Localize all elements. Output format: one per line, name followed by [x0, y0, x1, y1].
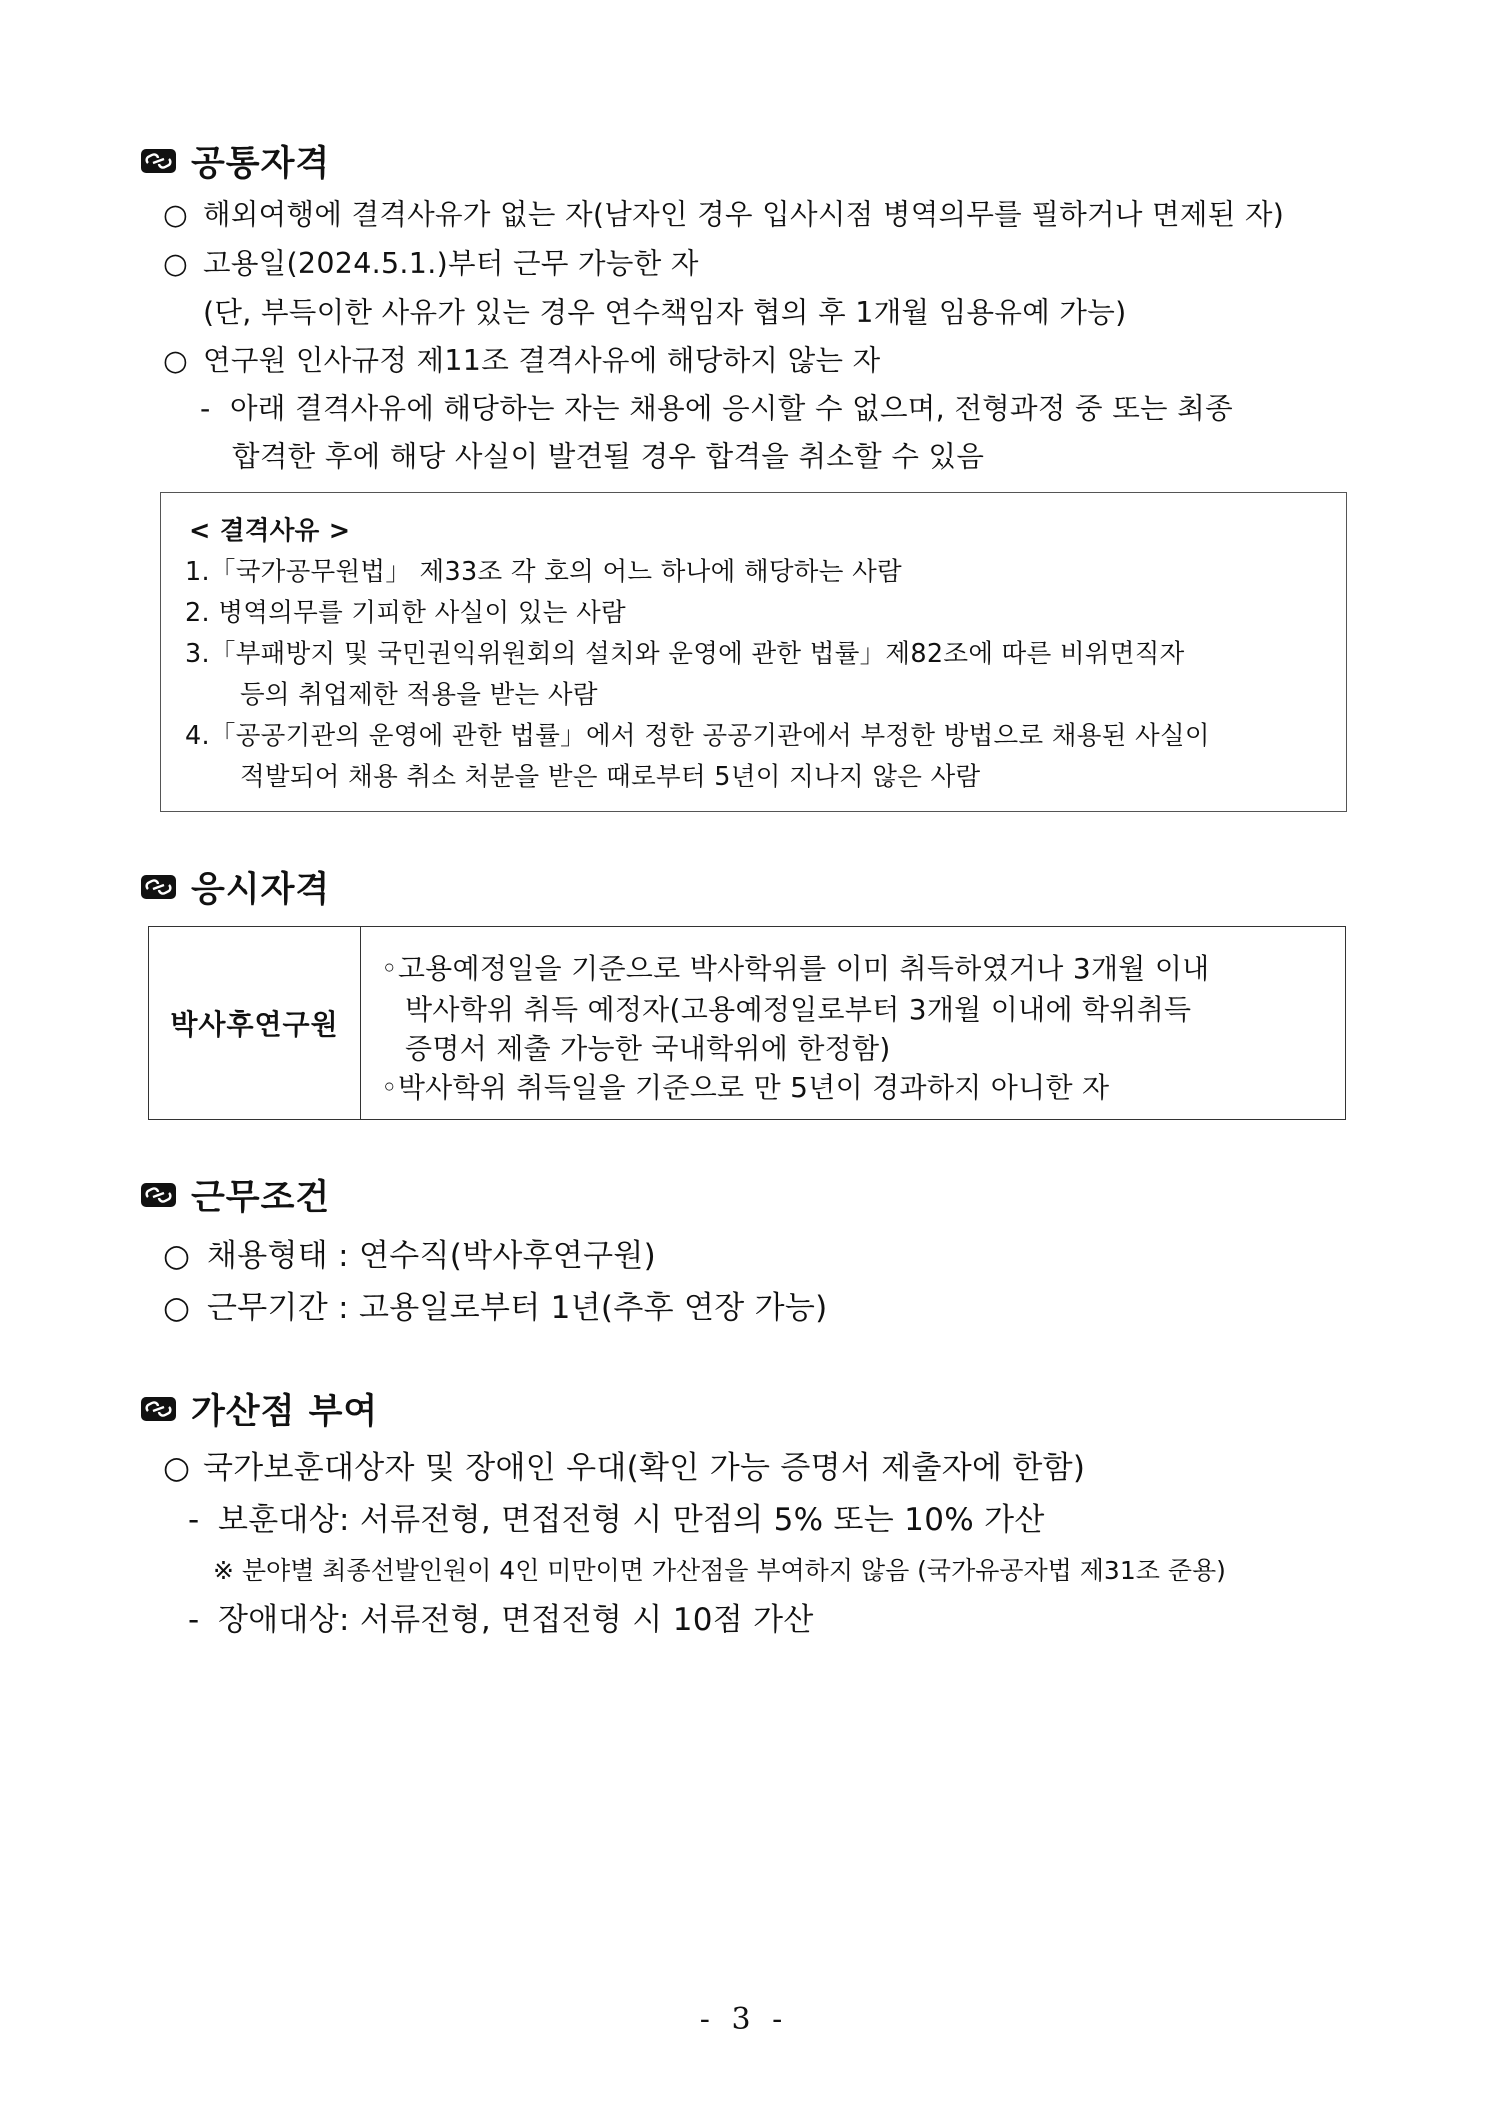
list-item: ○ 고용일(2024.5.1.)부터 근무 가능한 자 — [163, 247, 699, 280]
sub-list-item-continuation: 합격한 후에 해당 사실이 발견될 경우 합격을 취소할 수 있음 — [232, 440, 985, 473]
table-row-content — [361, 927, 1345, 1119]
link-icon — [140, 1182, 177, 1208]
section-title: 근무조건 — [191, 1178, 331, 1218]
table-line: ◦고용예정일을 기준으로 박사학위를 이미 취득하였거나 3개월 이내 — [381, 952, 1210, 985]
list-item: ○ 해외여행에 결격사유가 없는 자(남자인 경우 입사시점 병역의무를 필하거나 면제된 자) — [163, 198, 1285, 231]
sub-list-item: - 장애대상: 서류전형, 면접전형 시 10점 가산 — [188, 1602, 814, 1638]
list-item: ○ 근무기간 : 고용일로부터 1년(추후 연장 가능) — [163, 1290, 828, 1326]
sub-list-item: - 아래 결격사유에 해당하는 자는 채용에 응시할 수 없으며, 전형과정 중 또는 최종 — [200, 392, 1233, 425]
section-heading-common — [140, 136, 330, 186]
box-line: 3.「부패방지 및 국민권익위원회의 설치와 운영에 관한 법률」제82조에 따른 비위면직자 — [185, 639, 1185, 669]
table-row-label: 박사후연구원 — [149, 927, 361, 1119]
section-heading-conditions — [140, 1170, 330, 1220]
box-line: 4.「공공기관의 운영에 관한 법률」에서 정한 공공기관에서 부정한 방법으로 채용된 사실이 — [185, 721, 1210, 751]
table-line: ◦박사학위 취득일을 기준으로 만 5년이 경과하지 아니한 자 — [381, 1071, 1110, 1104]
list-item: ○ 연구원 인사규정 제11조 결격사유에 해당하지 않는 자 — [163, 344, 881, 377]
box-heading: < 결격사유 > — [189, 516, 351, 546]
eligibility-table — [148, 926, 1346, 1120]
list-item: ○ 채용형태 : 연수직(박사후연구원) — [163, 1238, 657, 1274]
link-icon — [140, 148, 177, 174]
section-title: 가산점 부여 — [191, 1392, 379, 1432]
table-line: 박사학위 취득 예정자(고용예정일로부터 3개월 이내에 학위취득 — [405, 993, 1192, 1026]
section-title: 응시자격 — [191, 870, 331, 910]
link-icon — [140, 1396, 177, 1422]
disqualification-box — [160, 492, 1347, 812]
footnote: ※ 분야별 최종선발인원이 4인 미만이면 가산점을 부여하지 않음 (국가유공자법 제31조 준용) — [213, 1556, 1226, 1585]
list-item-continuation: (단, 부득이한 사유가 있는 경우 연수책임자 협의 후 1개월 임용유예 가능) — [203, 296, 1127, 329]
box-line: 1.「국가공무원법」 제33조 각 호의 어느 하나에 해당하는 사람 — [185, 557, 902, 587]
box-line: 2. 병역의무를 기피한 사실이 있는 사람 — [185, 598, 626, 628]
box-line: 적발되어 채용 취소 처분을 받은 때로부터 5년이 지나지 않은 사람 — [240, 762, 981, 792]
section-heading-bonus — [140, 1384, 378, 1434]
box-line: 등의 취업제한 적용을 받는 사람 — [240, 680, 598, 710]
link-icon — [140, 874, 177, 900]
section-heading-eligibility — [140, 862, 330, 912]
page-number: - 3 - — [699, 2002, 789, 2037]
sub-list-item: - 보훈대상: 서류전형, 면접전형 시 만점의 5% 또는 10% 가산 — [188, 1502, 1045, 1538]
list-item: ○ 국가보훈대상자 및 장애인 우대(확인 가능 증명서 제출자에 한함) — [163, 1450, 1086, 1486]
table-line: 증명서 제출 가능한 국내학위에 한정함) — [405, 1032, 891, 1065]
section-title: 공통자격 — [191, 144, 331, 184]
